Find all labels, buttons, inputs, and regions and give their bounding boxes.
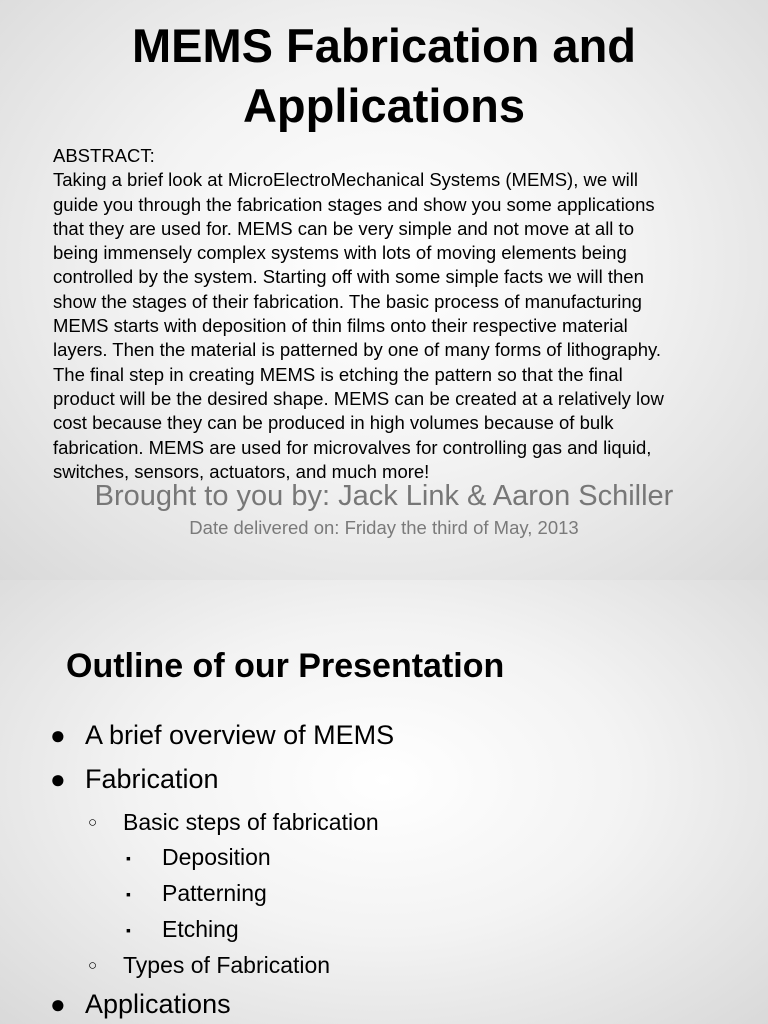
authors-line: Brought to you by: Jack Link & Aaron Schiller <box>94 480 674 512</box>
title-line-2: Applications <box>242 79 526 132</box>
circle-bullet-icon: ○ <box>88 957 98 974</box>
outline-item <box>50 764 219 795</box>
outline-subitem-text: Basic steps of fabrication <box>123 809 379 835</box>
outline-subsubitem-text: Etching <box>162 916 239 942</box>
outline-subitem <box>88 809 379 836</box>
outline-subsubitem <box>126 880 267 907</box>
outline-title: Outline of our Presentation <box>66 647 505 685</box>
outline-item-text: Fabrication <box>85 764 219 794</box>
outline-item-text: Applications <box>85 989 231 1019</box>
circle-bullet-icon: ○ <box>88 814 98 831</box>
date-line: Date delivered on: Friday the third of May, 2013 <box>189 517 579 538</box>
bullet-icon: ● <box>50 989 66 1019</box>
bullet-icon: ● <box>50 764 66 794</box>
outline-subsubitem-text: Deposition <box>162 844 271 870</box>
outline-item-text: A brief overview of MEMS <box>85 720 395 750</box>
bullet-icon: ● <box>50 720 66 750</box>
outline-subitem-text: Types of Fabrication <box>123 952 331 978</box>
outline-slide <box>0 580 768 1024</box>
outline-item <box>50 720 394 751</box>
square-bullet-icon: ▪ <box>126 921 131 938</box>
square-bullet-icon: ▪ <box>126 849 131 866</box>
outline-subitem <box>88 952 330 979</box>
outline-subsubitem <box>126 916 239 943</box>
outline-subsubitem <box>126 844 271 871</box>
abstract-text: ABSTRACT: Taking a brief look at MicroElectroMechanical Systems (MEMS), we will guide you through the fabrication stages and show you some applications that they are used for. MEMS can be very simple and not move at all to being immensely complex systems with lots of moving elements being controlled by the system. Starting off with some simple facts we will then show the stages of their fabrication. The basic process of manufacturing MEMS starts with deposition of thin films onto their respective material layers. Then the material is patterned by one of many forms of lithography. The final step in creating MEMS is etching the pattern so that the final product will be the desired shape. MEMS can be created at a relatively low cost because they can be produced in high volumes because of bulk fabrication. MEMS are used for microvalves for controlling gas and liquid, switches, sensors, actuators, and much more! <box>53 145 664 482</box>
square-bullet-icon: ▪ <box>126 885 131 902</box>
outline-subsubitem-text: Patterning <box>162 880 267 906</box>
outline-item <box>50 989 231 1020</box>
slide-title <box>0 16 768 136</box>
title-line-1: MEMS Fabrication and <box>132 19 636 72</box>
